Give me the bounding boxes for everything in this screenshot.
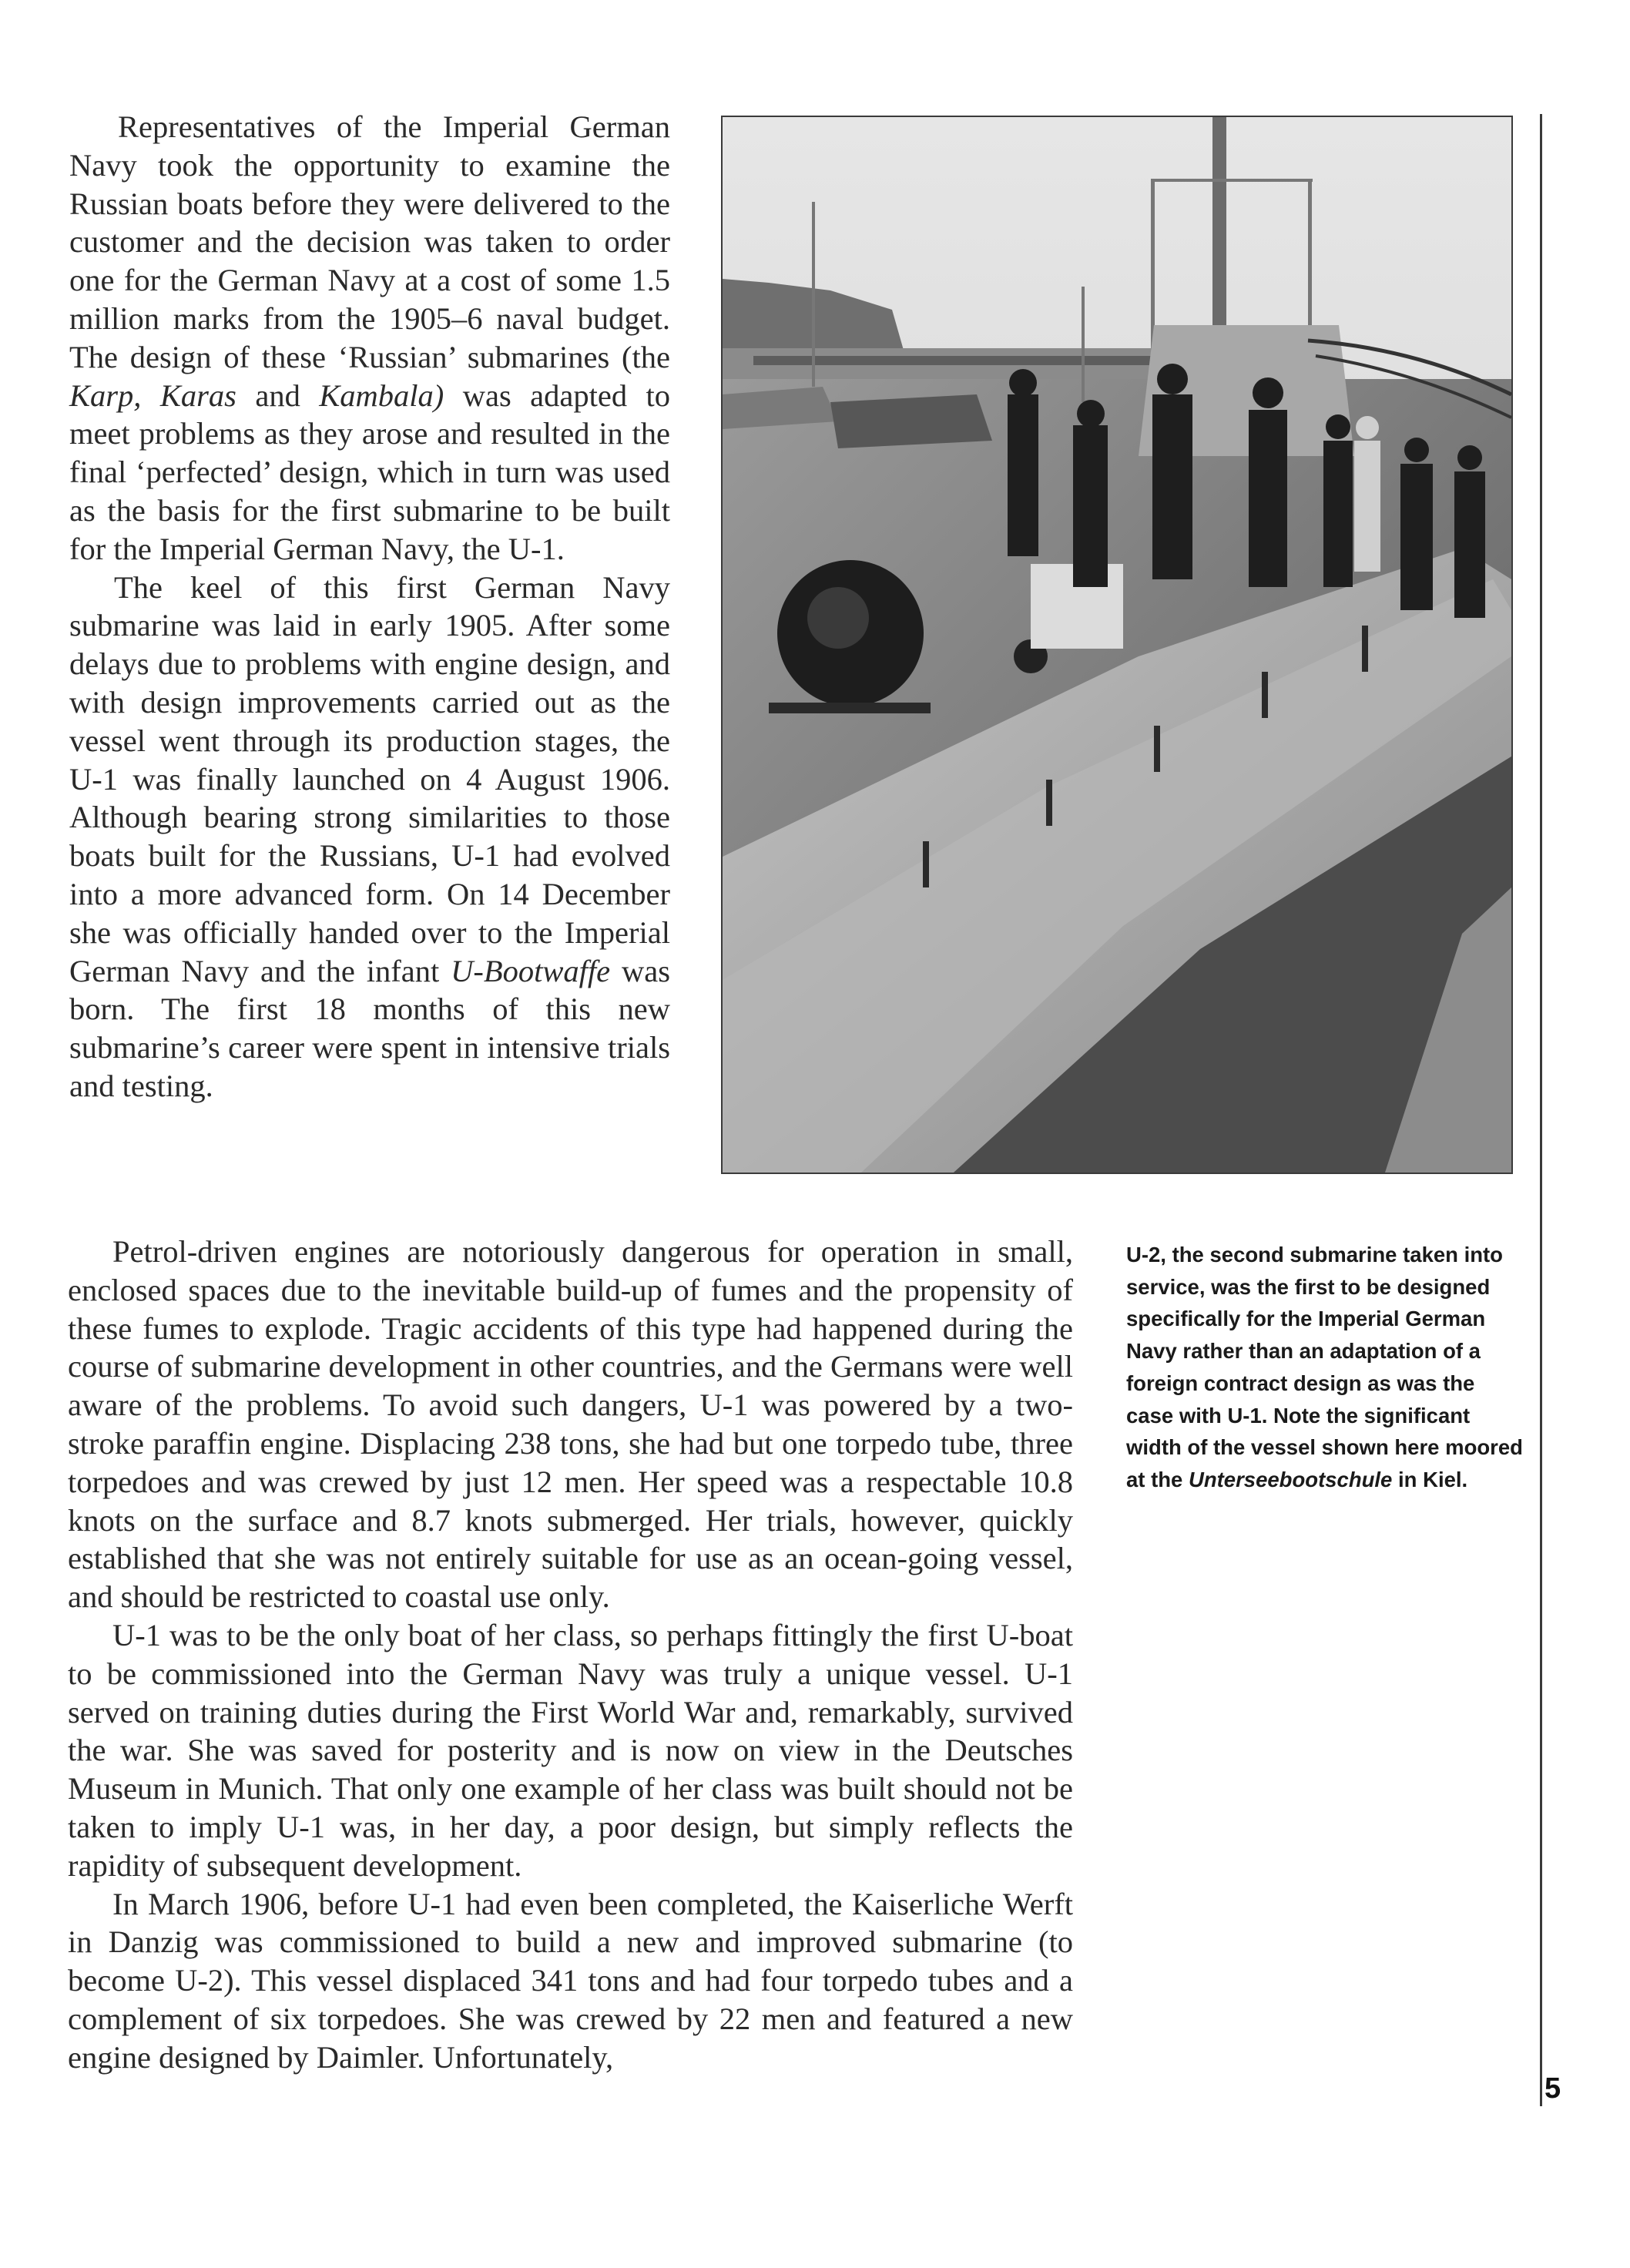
paragraph-5: In March 1906, before U-1 had even been completed, the Kaiserliche Werft in Danzig was commissioned to build a new and improved submarine (to become U-2). This vessel displaced 341 tons and had four torpedo tubes and a complement of six torpedoes. She was crewed by 22 men and featured a new engine designed by Daimler. Unfortunately, xyxy=(68,1886,1073,2075)
text-column-wide xyxy=(68,1233,1073,2077)
text-column-narrow xyxy=(69,108,670,1105)
photo-caption: U-2, the second submarine taken into service, was the first to be designed specifically for the Imperial German Navy rather than an adaptation of a foreign contract design as was the case with U-1. Note the significant width of the vessel shown here moored at the Unterseebootschule in Kiel. xyxy=(1126,1243,1523,1491)
vertical-rule xyxy=(1540,114,1542,2106)
paragraph-1: Representatives of the Imperial German Navy took the opportunity to examine the Russian boats before they were delivered to the customer and the decision was taken to order one for the German Navy at a cost of some 1.5 million marks from the 1905–6 naval budget. The design of these ‘Russian’ submarines (the Karp, Karas and Kambala) was adapted to meet problems as they arose and resulted in the final ‘perfected’ design, which in turn was used as the basis for the first submarine to be built for the Imperial German Navy, the U-1. xyxy=(69,109,671,566)
submarine-photo xyxy=(721,116,1513,1174)
paragraph-4: U-1 was to be the only boat of her class, so perhaps fittingly the first U-boat to be commissioned into the German Navy was truly a unique vessel. U-1 served on training duties during the First World War and, remarkably, survived the war. She was saved for posterity and is now on view in the Deutsches Museum in Munich. That only one example of her class was built should not be taken to imply U-1 was, in her day, a poor design, but simply reflects the rapidity of subsequent development. xyxy=(68,1617,1073,1883)
paragraph-2: The keel of this first German Navy submarine was laid in early 1905. After some delays due to problems with engine design, and with design improvements carried out as the vessel went through its production stages, the U-1 was finally launched on 4 August 1906. Although bearing strong similarities to those boats built for the Russians, U-1 had evolved into a more advanced form. On 14 December she was officially handed over to the Imperial German Navy and the infant U-Bootwaffe was born. The first 18 months of this new submarine’s career were spent in intensive trials and testing. xyxy=(69,569,670,1103)
page-number: 5 xyxy=(1544,2072,1561,2105)
paragraph-3: Petrol-driven engines are notoriously dangerous for operation in small, enclosed spaces due to the inevitable build-up of fumes and the propensity of these fumes to explode. Tragic accidents of this type had happened during the course of submarine development in other countries, and the Germans were well aware of the problems. To avoid such dangers, U-1 was powered by a two-stroke paraffin engine. Displacing 238 tons, she had but one torpedo tube, three torpedoes and was crewed by just 12 men. Her speed was a respectable 10.8 knots on the surface and 8.7 knots submerged. Her trials, however, quickly established that she was not entirely suitable for use as an ocean-going vessel, and should be restricted to coastal use only. xyxy=(68,1234,1073,1615)
